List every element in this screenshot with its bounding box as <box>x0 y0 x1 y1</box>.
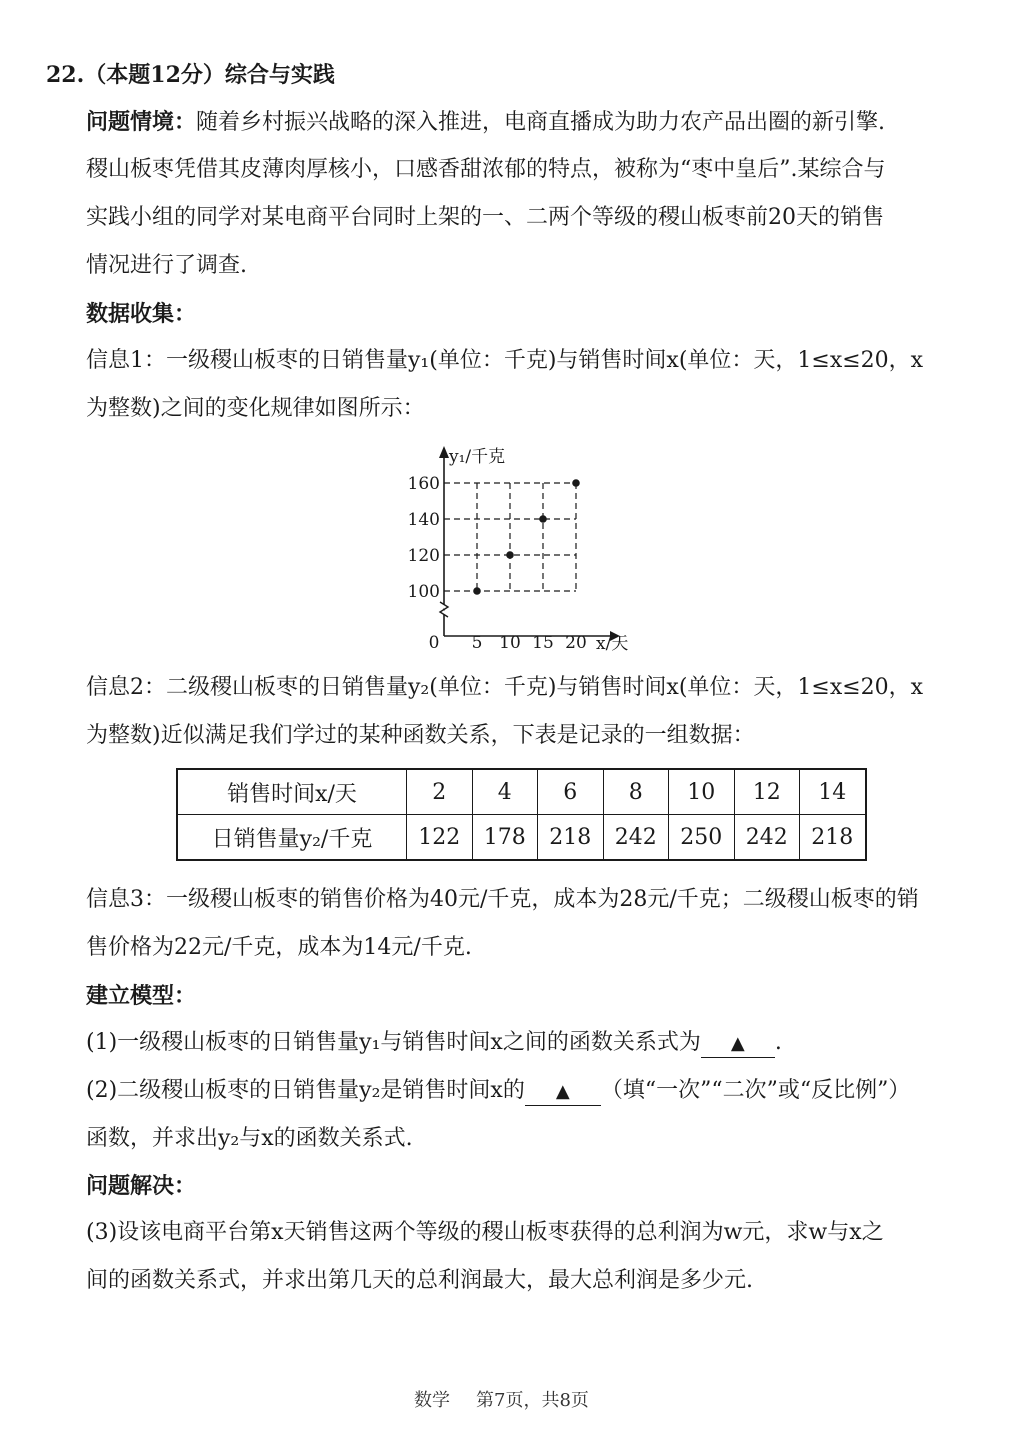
y-tick-label: 140 <box>407 510 440 530</box>
info1-line-1: 信息1：一级稷山板枣的日销售量y₁(单位：千克)与销售时间x(单位：天，1≤x≤20，x <box>86 348 924 373</box>
x-tick-label: 0 <box>428 633 440 653</box>
info3-line-2: 售价格为22元/千克，成本为14元/千克. <box>86 935 472 960</box>
context-line-1 <box>86 107 885 138</box>
info2-line-1: 信息2：二级稷山板枣的日销售量y₂(单位：千克)与销售时间x(单位：天，1≤x≤20，x <box>86 675 924 700</box>
question-3-line-1: (3)设该电商平台第x天销售这两个等级的稷山板枣获得的总利润为w元，求w与x之 <box>86 1220 884 1245</box>
x-tick-label: 10 <box>499 633 521 653</box>
table-cell: 8 <box>603 769 669 815</box>
model-title: 建立模型： <box>86 983 197 1009</box>
table-cell: 242 <box>734 815 800 861</box>
info3-line-1: 信息3：一级稷山板枣的销售价格为40元/千克，成本为28元/千克；二级稷山板枣的销 <box>86 887 919 912</box>
context-line-3: 实践小组的同学对某电商平台同时上架的一、二两个等级的稷山板枣前20天的销售 <box>86 205 884 230</box>
table-cell: 14 <box>800 769 866 815</box>
blank-triangle-icon: ▲ <box>555 1081 570 1102</box>
solve-title: 问题解决： <box>86 1173 197 1199</box>
question-2-line-2: 函数，并求出y₂与x的函数关系式. <box>86 1126 413 1151</box>
table-header-y: 日销售量y₂/千克 <box>177 815 407 861</box>
data-point <box>473 587 481 595</box>
q1-text: (1)一级稷山板枣的日销售量y₁与销售时间x之间的函数关系式为 <box>86 1030 701 1055</box>
x-tick-label: 5 <box>471 633 483 653</box>
y-axis-arrow-icon <box>439 446 449 458</box>
table-cell: 12 <box>734 769 800 815</box>
x-tick-label: 20 <box>565 633 587 653</box>
x-axis-label: x/天 <box>596 634 629 654</box>
info2-line-2: 为整数)近似满足我们学过的某种函数关系，下表是记录的一组数据： <box>86 723 755 748</box>
table-cell: 218 <box>800 815 866 861</box>
table-row <box>177 815 866 861</box>
sales-table <box>176 768 867 861</box>
table-cell: 2 <box>407 769 473 815</box>
q1-suffix: . <box>774 1030 782 1055</box>
question-1 <box>86 1028 782 1058</box>
question-3-line-2: 间的函数关系式，并求出第几天的总利润最大，最大总利润是多少元. <box>86 1268 753 1293</box>
chart-axes <box>439 446 620 641</box>
table-cell: 178 <box>472 815 538 861</box>
chart-points <box>473 479 580 595</box>
footer-page-number: 第7页，共8页 <box>476 1390 589 1411</box>
table-cell: 6 <box>538 769 604 815</box>
x-tick-label: 15 <box>532 633 554 653</box>
data-point <box>572 479 580 487</box>
context-text-1: 随着乡村振兴战略的深入推进，电商直播成为助力农产品出圈的新引擎. <box>196 110 886 135</box>
table-cell: 10 <box>669 769 735 815</box>
problem-header: 22.（本题12分）综合与实践 <box>46 62 335 88</box>
table-cell: 4 <box>472 769 538 815</box>
axis-break-icon <box>440 602 448 617</box>
data-point <box>539 515 547 523</box>
table-cell: 122 <box>407 815 473 861</box>
table-row <box>177 769 866 815</box>
context-title: 问题情境： <box>86 109 197 135</box>
chart-ticks <box>408 474 587 653</box>
table-cell: 250 <box>669 815 735 861</box>
page-footer <box>414 1386 615 1412</box>
question-2 <box>86 1076 910 1106</box>
table-cell: 242 <box>603 815 669 861</box>
y-tick-label: 100 <box>407 582 440 602</box>
y-axis-label: y₁/千克 <box>449 447 506 467</box>
context-line-4: 情况进行了调查. <box>86 253 247 278</box>
q2-suffix: （填“一次”“二次”或“反比例”） <box>600 1078 911 1103</box>
data-point <box>506 551 514 559</box>
y-tick-label: 120 <box>407 546 440 566</box>
chart-grid <box>444 483 576 591</box>
footer-subject: 数学 <box>414 1390 450 1411</box>
table-header-x: 销售时间x/天 <box>177 769 407 815</box>
y-tick-label: 160 <box>407 474 440 494</box>
info1-line-2: 为整数)之间的变化规律如图所示： <box>86 396 425 421</box>
q1-answer-blank <box>701 1030 775 1058</box>
y1-scatter-chart <box>396 436 646 658</box>
q2-answer-blank <box>525 1078 601 1106</box>
table-cell: 218 <box>538 815 604 861</box>
context-line-2: 稷山板枣凭借其皮薄肉厚核小，口感香甜浓郁的特点，被称为“枣中皇后”.某综合与 <box>86 157 886 182</box>
q2-text: (2)二级稷山板枣的日销售量y₂是销售时间x的 <box>86 1078 525 1103</box>
data-collection-title: 数据收集： <box>86 301 197 327</box>
blank-triangle-icon: ▲ <box>730 1033 745 1054</box>
